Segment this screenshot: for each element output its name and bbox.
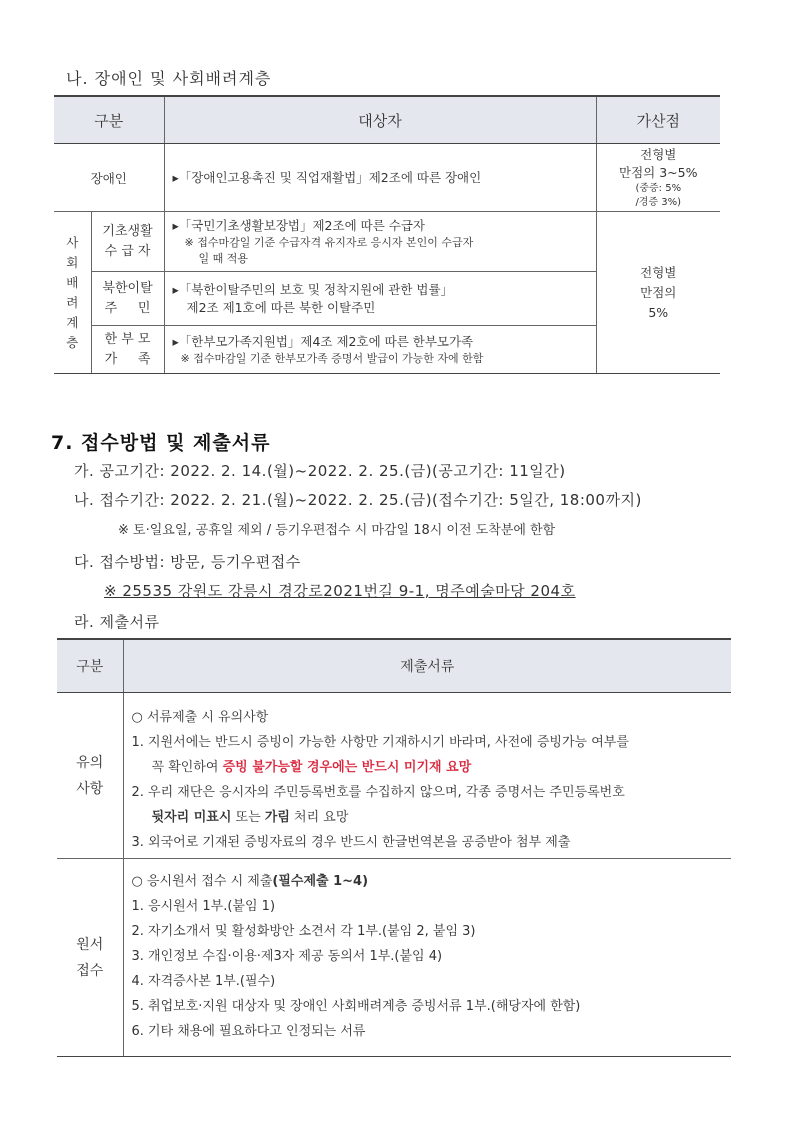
application-item: 1. 응시원서 1부.(붙임 1) (131, 899, 276, 914)
application-item: 2. 자기소개서 및 활성화방안 소견서 각 1부.(붙임 2, 붙임 3) (131, 924, 476, 939)
notes-item-2-cont: 뒷자리 미표시 또는 가림 처리 요망 (151, 810, 349, 825)
notes-item-1: 1. 지원서에는 반드시 증빙이 가능한 사항만 기재하시기 바라며, 사전에 증빙가능 여부를 (131, 735, 629, 750)
receipt-method: 다. 접수방법: 방문, 등기우편접수 (74, 553, 301, 571)
category-disabled: 장애인 (90, 170, 127, 186)
target-disabled: ▸「장애인고용촉진 및 직업재활법」제2조에 따른 장애인 (164, 144, 596, 212)
doc-header-category: 구분 (57, 639, 123, 693)
target-basic-livelihood: ▸「국민기초생활보장법」제2조에 따른 수급자 ※ 접수마감일 기준 수급자격 유지자로 응시자 본인이 수급자 일 때 적용 (164, 212, 596, 272)
points-social: 전형별 만점의 5% (596, 212, 720, 374)
table-header-row (54, 96, 720, 144)
header-target: 대상자 (164, 96, 596, 144)
warning-text: 증빙 불가능할 경우에는 반드시 미기재 요망 (222, 760, 472, 775)
doc-row-application (57, 859, 731, 1057)
application-content (123, 859, 731, 1057)
documents-heading: 라. 제출서류 (74, 613, 160, 631)
application-item: 5. 취업보호·지원 대상자 및 장애인 사회배려계층 증빙서류 1부.(해당자에 한함) (131, 999, 581, 1014)
notes-label: 유의 사항 (76, 754, 104, 797)
subcategory-single-parent: 한 부 모 가 족 (91, 326, 164, 374)
application-label: 원서 접수 (57, 859, 123, 1057)
table-row-basic-livelihood (54, 212, 720, 272)
notes-title: ○ 서류제출 시 유의사항 (131, 710, 269, 725)
subcategory-north-korean: 북한이탈 주 민 (91, 272, 164, 326)
target-single-parent: ▸「한부모가족지원법」제4조 제2호에 따른 한부모가족 ※ 접수마감일 기준 한부모가족 증명서 발급이 가능한 자에 한함 (164, 326, 596, 374)
documents-table (57, 638, 731, 1057)
receipt-note: ※ 토·일요일, 공휴일 제외 / 등기우편접수 시 마감일 18시 이전 도착분에 한함 (118, 523, 556, 538)
receipt-period: 나. 접수기간: 2022. 2. 21.(월)~2022. 2. 25.(금)(접수기간: 5일간, 18:00까지) (74, 491, 642, 509)
notes-content (123, 693, 731, 859)
application-item: 3. 개인정보 수집·이용·제3자 제공 동의서 1부.(붙임 4) (131, 949, 443, 964)
points-disabled: 전형별 만점의 3~5% (중증: 5% /경증 3%) (596, 144, 720, 212)
header-points: 가산점 (596, 96, 720, 144)
application-item: 6. 기타 채용에 필요하다고 인정되는 서류 (131, 1024, 366, 1039)
header-category: 구분 (54, 96, 164, 144)
application-title: ○ 응시원서 접수 시 제출(필수제출 1~4) (131, 874, 369, 889)
subcategory-basic-livelihood: 기초생활 수 급 자 (91, 212, 164, 272)
notes-item-2: 2. 우리 재단은 응시자의 주민등록번호를 수집하지 않으며, 각종 증명서는 주민등록번호 (131, 785, 625, 800)
notes-item-3: 3. 외국어로 기재된 증빙자료의 경우 반드시 한글번역본을 공증받아 첨부 제출 (131, 835, 571, 850)
notes-item-1-cont: 꼭 확인하여 증빙 불가능할 경우에는 반드시 미기재 요망 (151, 760, 472, 775)
bonus-points-table (54, 95, 720, 374)
section-heading-submission: 7. 접수방법 및 제출서류 (51, 432, 271, 454)
social-group-label: 사 회 배 려 계 층 (54, 212, 91, 374)
target-north-korean: ▸「북한이탈주민의 보호 및 정착지원에 관한 법률」 제2조 제1호에 따른 북한 이탈주민 (164, 272, 596, 326)
address: ※ 25535 강원도 강릉시 경강로2021번길 9-1, 명주예술마당 204호 (104, 582, 576, 600)
table-row-disabled (54, 144, 720, 212)
notice-period: 가. 공고기간: 2022. 2. 14.(월)~2022. 2. 25.(금)(공고기간: 11일간) (74, 462, 566, 480)
application-item: 4. 자격증사본 1부.(필수) (131, 974, 276, 989)
doc-header-documents: 제출서류 (123, 639, 731, 693)
section-heading-disabled: 나. 장애인 및 사회배려계층 (66, 69, 272, 88)
doc-table-header (57, 639, 731, 693)
doc-row-notes (57, 693, 731, 859)
